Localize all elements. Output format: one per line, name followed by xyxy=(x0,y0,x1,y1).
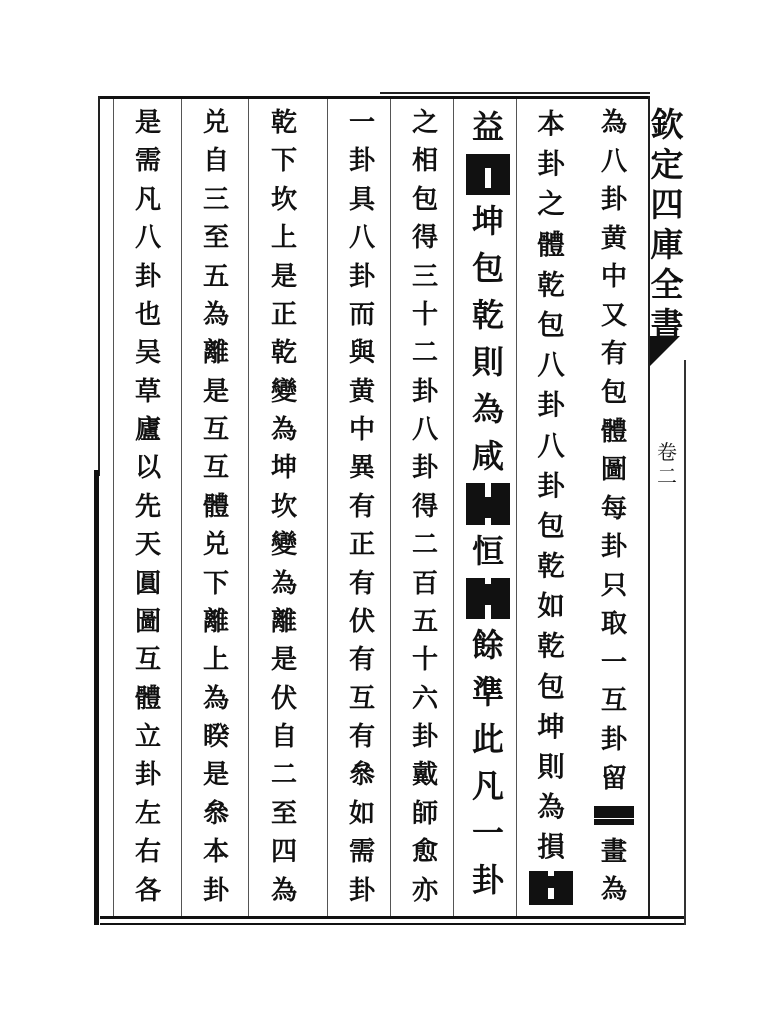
text-char: 中 xyxy=(348,415,376,445)
text-char: 圖 xyxy=(134,606,162,637)
text-char: 有 xyxy=(348,722,376,752)
text-char: 餘 xyxy=(472,625,504,664)
text-char: 二 xyxy=(411,338,439,369)
text-char: 卦 xyxy=(411,376,439,407)
frame-right-outer-line xyxy=(684,360,686,925)
book-title-margin xyxy=(650,105,684,345)
text-char: 需 xyxy=(348,837,376,868)
hexagram-icon xyxy=(466,154,510,195)
text-char: 畫 xyxy=(600,835,628,867)
text-char: 卦 xyxy=(472,860,504,899)
column-rule xyxy=(181,99,182,916)
text-char: 有 xyxy=(348,645,376,676)
text-char: 是 xyxy=(202,376,230,407)
text-char: 包 xyxy=(600,376,628,408)
text-char: 為 xyxy=(537,791,565,824)
text-char: 每 xyxy=(600,492,628,524)
text-char: 坤 xyxy=(270,453,298,484)
text-char: 一 xyxy=(600,646,628,678)
text-char: 體 xyxy=(600,415,628,447)
text-char: 本 xyxy=(202,837,230,868)
text-char: 是 xyxy=(202,760,230,791)
text-char: 卦 xyxy=(600,184,628,216)
text-char: 異 xyxy=(348,453,376,484)
text-char: 中 xyxy=(600,261,628,293)
text-char: 為 xyxy=(270,875,298,906)
text-char: 八 xyxy=(537,429,565,462)
text-char: 睽 xyxy=(202,722,230,752)
text-char: 兑 xyxy=(202,108,230,138)
text-char: 互 xyxy=(600,685,628,717)
text-char: 乾 xyxy=(537,268,565,301)
text-char: 圓 xyxy=(134,568,162,599)
text-char: 為 xyxy=(270,415,298,445)
text-char: 自 xyxy=(270,722,298,752)
column-rule xyxy=(113,99,114,916)
text-char: 師 xyxy=(411,798,439,829)
text-char: 乾 xyxy=(537,550,565,583)
text-char: 是 xyxy=(270,261,298,292)
text-char: 卦 xyxy=(600,531,628,563)
text-char: 吴 xyxy=(134,338,162,369)
hexagram-icon xyxy=(466,483,510,524)
text-char: 乾 xyxy=(270,338,298,369)
text-char: 百 xyxy=(411,568,439,599)
column-rule xyxy=(327,99,328,916)
text-char: 坤 xyxy=(472,202,504,241)
text-char: 益 xyxy=(472,108,504,146)
margin-title-char: 定 xyxy=(650,145,684,184)
text-char: 為 xyxy=(472,390,504,429)
text-char: 坤 xyxy=(537,710,565,743)
text-char: 包 xyxy=(411,184,439,215)
text-char: 兑 xyxy=(202,530,230,561)
text-char: 卦 xyxy=(348,261,376,292)
text-char: 叅 xyxy=(348,760,376,791)
text-char: 變 xyxy=(270,376,298,407)
text-char: 互 xyxy=(202,453,230,484)
text-char: 也 xyxy=(134,299,162,330)
frame-left-line xyxy=(98,96,100,476)
text-char: 卦 xyxy=(537,469,565,502)
text-char: 離 xyxy=(202,338,230,369)
hexagram-icon xyxy=(466,578,510,619)
text-char: 亦 xyxy=(411,875,439,906)
text-char: 體 xyxy=(134,683,162,714)
text-char: 相 xyxy=(411,146,439,177)
text-char: 如 xyxy=(348,798,376,829)
text-column-5 xyxy=(332,104,392,912)
text-char: 為 xyxy=(202,299,230,330)
text-column-6 xyxy=(254,104,314,912)
text-char: 是 xyxy=(270,645,298,676)
text-char: 與 xyxy=(348,338,376,369)
text-char: 之 xyxy=(537,188,565,221)
text-char: 卦 xyxy=(537,148,565,181)
text-char: 自 xyxy=(202,146,230,177)
text-char: 本 xyxy=(537,108,565,140)
text-char: 戴 xyxy=(411,760,439,791)
text-char: 至 xyxy=(270,798,298,829)
text-char: 六 xyxy=(411,683,439,714)
text-char: 卦 xyxy=(348,146,376,177)
text-column-2 xyxy=(521,104,581,912)
fishtail-mark-icon xyxy=(650,336,684,366)
text-char: 二 xyxy=(270,760,298,791)
text-char: 包 xyxy=(537,509,565,542)
text-char: 咸 xyxy=(472,437,504,476)
text-char: 卦 xyxy=(600,724,628,755)
text-char: 各 xyxy=(134,875,162,906)
text-char: 卦 xyxy=(134,760,162,791)
text-char: 包 xyxy=(537,308,565,341)
margin-title-char: 欽 xyxy=(650,105,684,144)
text-char: 八 xyxy=(600,145,628,177)
text-char: 則 xyxy=(472,343,504,382)
text-char: 圖 xyxy=(600,454,628,486)
text-char: 有 xyxy=(348,568,376,599)
text-char: 愈 xyxy=(411,837,439,868)
text-char: 互 xyxy=(202,415,230,445)
text-char: 離 xyxy=(270,606,298,637)
three-stroke-icon xyxy=(594,806,634,825)
text-char: 離 xyxy=(202,606,230,637)
text-char: 伏 xyxy=(348,606,376,637)
frame-top-line-inner xyxy=(380,92,650,94)
margin-title-char: 全 xyxy=(650,265,684,304)
text-char: 坎 xyxy=(270,491,298,522)
text-char: 五 xyxy=(202,261,230,292)
text-char: 而 xyxy=(348,299,376,330)
volume-label-char: 二 xyxy=(657,464,677,488)
text-char: 一 xyxy=(472,813,504,852)
text-char: 取 xyxy=(600,608,628,640)
text-char: 又 xyxy=(600,299,628,331)
text-char: 下 xyxy=(202,568,230,599)
text-char: 互 xyxy=(134,645,162,676)
text-char: 有 xyxy=(348,491,376,522)
text-char: 包 xyxy=(472,249,504,288)
text-char: 損 xyxy=(537,831,565,864)
text-char: 八 xyxy=(348,223,376,254)
margin-title-char: 四 xyxy=(650,185,684,224)
frame-top-line xyxy=(100,96,650,99)
text-char: 為 xyxy=(270,568,298,599)
frame-bottom-line-double xyxy=(100,923,686,925)
text-char: 伏 xyxy=(270,683,298,714)
text-char: 卦 xyxy=(411,453,439,484)
hexagram-icon xyxy=(529,871,573,905)
text-char: 右 xyxy=(134,837,162,868)
text-char: 至 xyxy=(202,223,230,254)
volume-label-char: 卷 xyxy=(657,440,677,464)
text-char: 左 xyxy=(134,798,162,829)
text-char: 黄 xyxy=(348,376,376,407)
text-column-7 xyxy=(186,104,246,912)
text-char: 為 xyxy=(600,874,628,906)
text-char: 正 xyxy=(270,299,298,330)
text-char: 三 xyxy=(202,184,230,215)
text-char: 得 xyxy=(411,223,439,254)
text-char: 之 xyxy=(411,108,439,138)
text-char: 天 xyxy=(134,530,162,561)
text-char: 卦 xyxy=(537,389,565,422)
margin-title-char: 庫 xyxy=(650,225,684,264)
text-char: 包 xyxy=(537,670,565,703)
text-char: 恒 xyxy=(472,531,504,570)
text-char: 得 xyxy=(411,491,439,522)
text-char: 是 xyxy=(134,108,162,138)
text-char: 上 xyxy=(270,223,298,254)
text-column-4 xyxy=(395,104,455,912)
text-char: 乾 xyxy=(472,296,504,335)
text-char: 下 xyxy=(270,146,298,177)
text-char: 此 xyxy=(472,719,504,758)
text-char: 先 xyxy=(134,491,162,522)
text-column-3 xyxy=(458,104,518,912)
text-char: 體 xyxy=(537,228,565,261)
text-char: 上 xyxy=(202,645,230,676)
text-char: 變 xyxy=(270,530,298,561)
text-char: 一 xyxy=(348,108,376,138)
text-char: 立 xyxy=(134,722,162,752)
margin-title-char: 書 xyxy=(650,305,684,344)
text-char: 八 xyxy=(411,415,439,445)
text-char: 卦 xyxy=(411,722,439,752)
text-char: 八 xyxy=(537,349,565,382)
text-char: 廬 xyxy=(134,415,162,445)
text-column-8 xyxy=(118,104,178,912)
text-char: 八 xyxy=(134,223,162,254)
text-char: 體 xyxy=(202,491,230,522)
text-char: 留 xyxy=(600,762,628,794)
text-char: 凡 xyxy=(134,184,162,215)
text-char: 為 xyxy=(600,107,628,138)
text-char: 互 xyxy=(348,683,376,714)
text-char: 只 xyxy=(600,569,628,601)
frame-left-heavy-line xyxy=(94,470,99,925)
text-char: 坎 xyxy=(270,184,298,215)
text-char: 需 xyxy=(134,146,162,177)
text-char: 五 xyxy=(411,606,439,637)
text-char: 乾 xyxy=(537,630,565,663)
text-char: 有 xyxy=(600,338,628,370)
text-column-1 xyxy=(584,104,644,912)
text-char: 叅 xyxy=(202,798,230,829)
text-char: 具 xyxy=(348,184,376,215)
text-char: 凡 xyxy=(472,766,504,805)
text-char: 卦 xyxy=(134,261,162,292)
text-char: 準 xyxy=(472,672,504,711)
text-char: 十 xyxy=(411,299,439,330)
text-char: 如 xyxy=(537,590,565,623)
text-char: 卦 xyxy=(348,875,376,906)
text-char: 以 xyxy=(134,453,162,484)
text-char: 正 xyxy=(348,530,376,561)
text-char: 四 xyxy=(270,837,298,868)
text-char: 二 xyxy=(411,530,439,561)
text-char: 草 xyxy=(134,376,162,407)
text-char: 黄 xyxy=(600,222,628,254)
frame-bottom-line xyxy=(100,916,686,919)
text-char: 卦 xyxy=(202,875,230,906)
text-char: 為 xyxy=(202,683,230,714)
text-char: 十 xyxy=(411,645,439,676)
text-char: 則 xyxy=(537,751,565,783)
column-rule xyxy=(248,99,249,916)
text-char: 三 xyxy=(411,261,439,292)
volume-label xyxy=(654,440,680,488)
text-char: 乾 xyxy=(270,108,298,138)
